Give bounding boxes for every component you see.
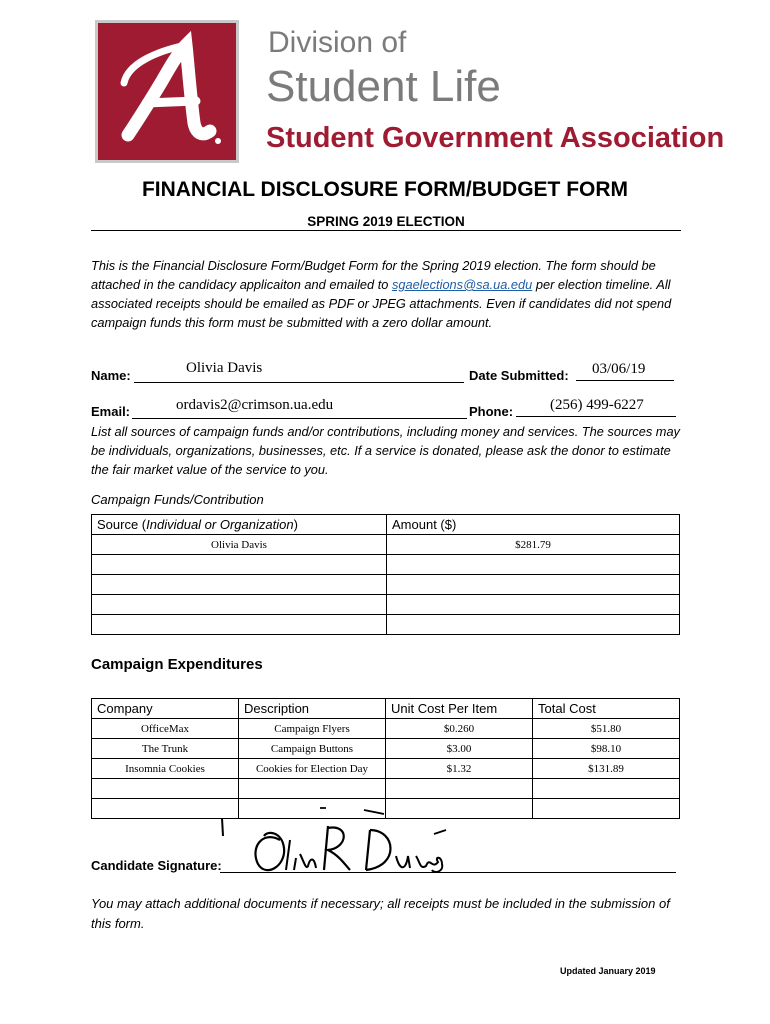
name-line — [134, 382, 464, 383]
expenditures-heading: Campaign Expenditures — [91, 656, 263, 673]
expenditures-header-row — [92, 699, 680, 719]
funds-source-cell[interactable] — [92, 615, 387, 635]
table-row — [92, 555, 680, 575]
exp-company-cell[interactable] — [92, 779, 239, 799]
updated-note: Updated January 2019 — [560, 966, 656, 976]
student-life-title: Student Life — [266, 62, 501, 111]
exp-header-company: Company — [92, 699, 239, 719]
funds-source-cell[interactable]: Olivia Davis — [92, 535, 387, 555]
exp-total-cell[interactable] — [533, 779, 680, 799]
table-row — [92, 719, 680, 739]
intro-text-start: This is the Financial Disclosure Form/Budget Form for the Spring 2019 election. The form should be attached in the candidacy applicaiton and emailed to — [91, 258, 656, 292]
table-row — [92, 779, 680, 799]
form-title: FINANCIAL DISCLOSURE FORM/BUDGET FORM — [141, 178, 629, 201]
exp-unit-cell[interactable]: $3.00 — [386, 739, 533, 759]
division-title: Division of — [268, 26, 407, 59]
exp-description-cell[interactable]: Campaign Buttons — [239, 739, 386, 759]
sga-email-link[interactable]: sgaelections@sa.ua.edu — [391, 277, 533, 292]
exp-company-cell[interactable]: The Trunk — [92, 739, 239, 759]
table-row — [92, 759, 680, 779]
table-row — [92, 739, 680, 759]
handwritten-signature[interactable] — [220, 800, 470, 890]
date-field[interactable]: 03/06/19 — [592, 361, 646, 377]
signature-label: Candidate Signature: — [91, 858, 222, 873]
funds-source-cell[interactable] — [92, 595, 387, 615]
name-label: Name: — [91, 368, 131, 383]
table-row — [92, 595, 680, 615]
exp-total-cell[interactable] — [533, 799, 680, 819]
date-label: Date Submitted: — [469, 368, 569, 383]
table-row — [92, 575, 680, 595]
table-row — [92, 615, 680, 635]
exp-description-cell[interactable]: Campaign Flyers — [239, 719, 386, 739]
exp-header-description: Description — [239, 699, 386, 719]
exp-total-cell[interactable]: $98.10 — [533, 739, 680, 759]
closing-note: You may attach additional documents if necessary; all receipts must be included in the submission of this form. — [91, 896, 670, 931]
intro-paragraph — [91, 256, 686, 332]
funds-header-source: Source (Individual or Organization) — [92, 515, 387, 535]
email-line — [132, 418, 467, 419]
exp-description-cell[interactable] — [239, 779, 386, 799]
form-subtitle: SPRING 2019 ELECTION — [91, 214, 681, 231]
ua-logo — [95, 20, 239, 163]
phone-field[interactable]: (256) 499-6227 — [550, 397, 644, 413]
exp-unit-cell[interactable] — [386, 779, 533, 799]
exp-unit-cell[interactable]: $0.260 — [386, 719, 533, 739]
script-a-logo-icon — [98, 23, 236, 160]
exp-company-cell[interactable]: OfficeMax — [92, 719, 239, 739]
funds-caption: Campaign Funds/Contribution — [91, 492, 264, 507]
phone-label: Phone: — [469, 404, 514, 419]
exp-description-cell[interactable]: Cookies for Election Day — [239, 759, 386, 779]
exp-header-unit-cost: Unit Cost Per Item — [386, 699, 533, 719]
intro-text-end: per election timeline. All associated receipts should be emailed as PDF or JPEG attachments. Even if candidates did not spend campaign funds this form must be submitted with a zero dollar amount. — [91, 277, 672, 330]
exp-total-cell[interactable]: $51.80 — [533, 719, 680, 739]
funds-header-row — [92, 515, 680, 535]
funds-amount-cell[interactable]: $281.79 — [387, 535, 680, 555]
table-row — [92, 535, 680, 555]
funds-amount-cell[interactable] — [387, 575, 680, 595]
exp-company-cell[interactable] — [92, 799, 239, 819]
email-field[interactable]: ordavis2@crimson.ua.edu — [176, 397, 334, 413]
funds-header-amount: Amount ($) — [387, 515, 680, 535]
sga-title: Student Government Association — [266, 122, 725, 154]
funds-amount-cell[interactable] — [387, 555, 680, 575]
instructions-paragraph: List all sources of campaign funds and/or contributions, including money and services. The sources may be individuals, organizations, businesses, etc. If a service is donated, please ask the donor to estimate the fair market value of the service to you. — [91, 424, 680, 477]
funds-table — [91, 514, 680, 635]
phone-line — [516, 416, 676, 417]
exp-total-cell[interactable]: $131.89 — [533, 759, 680, 779]
exp-unit-cell[interactable]: $1.32 — [386, 759, 533, 779]
funds-amount-cell[interactable] — [387, 615, 680, 635]
funds-source-cell[interactable] — [92, 575, 387, 595]
exp-company-cell[interactable]: Insomnia Cookies — [92, 759, 239, 779]
exp-header-total-cost: Total Cost — [533, 699, 680, 719]
name-field[interactable]: Olivia Davis — [186, 360, 263, 376]
funds-amount-cell[interactable] — [387, 595, 680, 615]
email-label: Email: — [91, 404, 131, 419]
date-line — [576, 380, 674, 381]
funds-source-cell[interactable] — [92, 555, 387, 575]
